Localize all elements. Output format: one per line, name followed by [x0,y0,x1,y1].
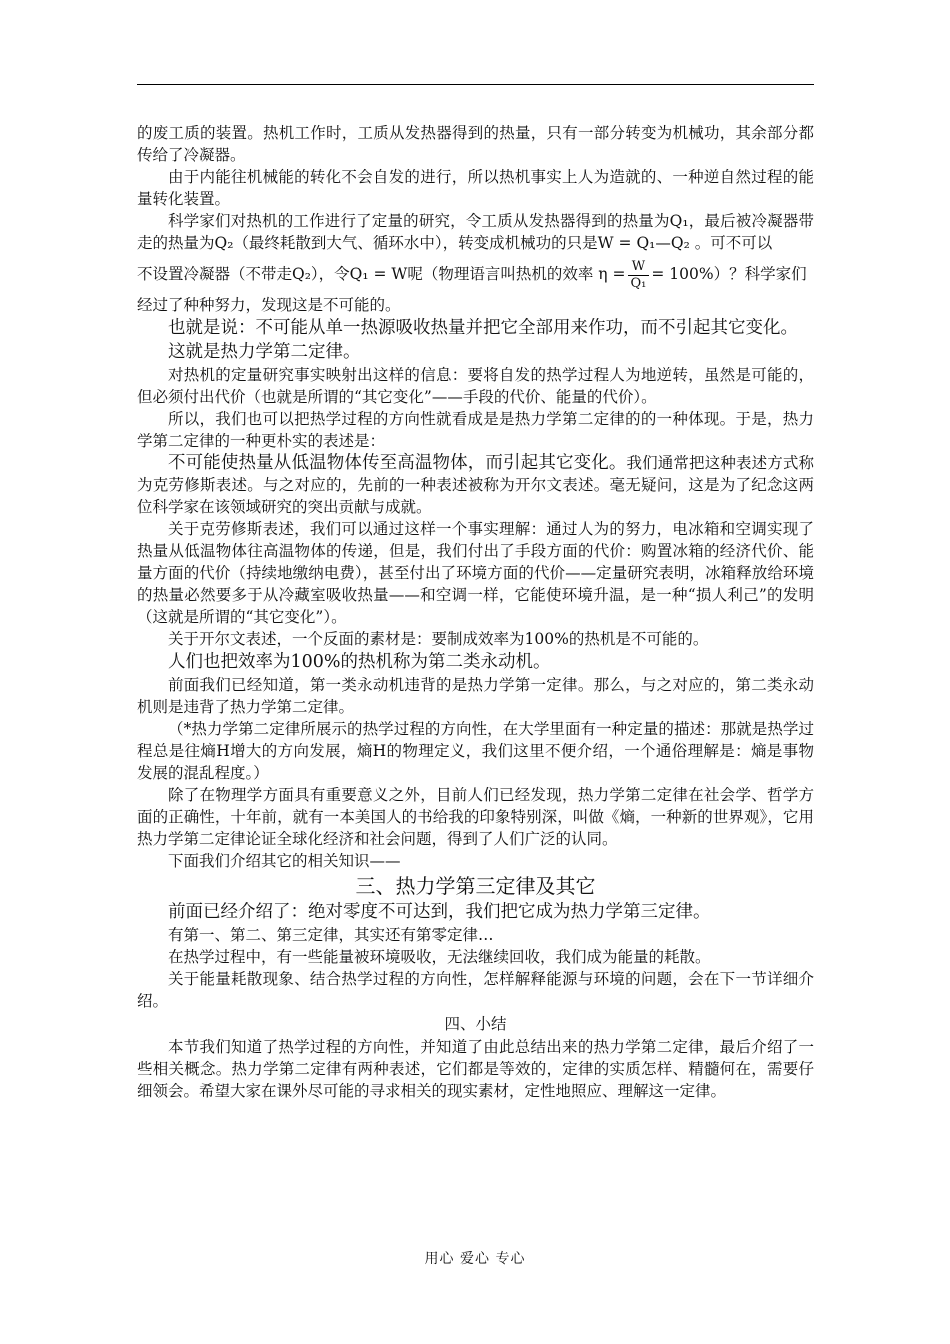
clausius-paragraph [137,452,814,518]
header-rule [137,84,814,85]
paragraph: 关于能量耗散现象、结合热学过程的方向性，怎样解释能源与环境的问题，会在下一节详细介绍。 [137,970,814,1010]
paragraph: 这就是热力学第二定律。 [168,342,361,362]
paragraph: 下面我们介绍其它的相关知识—— [168,852,401,870]
fraction-numerator: W [628,259,650,276]
paragraph: 关于克劳修斯表述，我们可以通过这样一个事实理解：通过人为的努力，电冰箱和空调实现了热量从低温物体往高温物体的传递，但是，我们付出了手段方面的代价：购置冰箱的经济代价、能量方面的代价（持续地缴纳电费），甚至付出了环境方面的代价——定量研究表明，冰箱释放给环境的热量必然要多于从冷藏室吸收热量——和空调一样，它能使环境升温，是一种“损人利己”的发明（这就是所谓的“其它变化”）。 [137,520,814,626]
clausius-statement: 不可能使热量从低温物体传至高温物体，而引起其它变化。 [168,453,627,473]
section-heading: 三、热力学第三定律及其它 [355,874,596,898]
paragraph: 由于内能往机械能的转化不会自发的进行，所以热机事实上人为造就的、一种逆自然过程的能量转化装置。 [137,168,814,208]
paragraph: 除了在物理学方面具有重要意义之外，目前人们已经发现，热力学第二定律在社会学、哲学方面的正确性，十年前，就有一本美国人的书给我的印象特别深，叫做《熵，一种新的世界观》，它用热力学第二定律论证全球化经济和社会问题，得到了人们广泛的认同。 [137,786,814,848]
paragraph: 所以，我们也可以把热学过程的方向性就看成是是热力学第二定律的的一种体现。于是，热力学第二定律的一种更朴实的表述是： [137,410,814,450]
page-footer: 用心 爱心 专心 [424,1251,526,1267]
paragraph: 有第一、第二、第三定律，其实还有第零定律… [168,926,494,944]
section-heading: 四、小结 [444,1015,507,1033]
paragraph: （*热力学第二定律所展示的热学过程的方向性，在大学里面有一种定量的描述：那就是热学过程总是往熵H增大的方向发展，熵H的物理定义，我们这里不便介绍，一个通俗理解是：熵是事物发展的混乱程度。） [137,720,814,782]
paragraph: 在热学过程中，有一些能量被环境吸收，无法继续回收，我们成为能量的耗散。 [168,948,711,966]
paragraph: 本节我们知道了热学过程的方向性，并知道了由此总结出来的热力学第二定律，最后介绍了一些相关概念。热力学第二定律有两种表述，它们都是等效的，定律的实质怎样、精髓何在，需要仔细领会。希望大家在课外尽可能的寻求相关的现实素材，定性地照应、理解这一定律。 [137,1038,814,1100]
paragraph: 关于开尔文表述，一个反面的素材是：要制成效率为100%的热机是不可能的。 [168,630,709,648]
paragraph: 前面已经介绍了：绝对零度不可达到，我们把它成为热力学第三定律。 [168,902,711,922]
paragraph: 前面我们已经知道，第一类永动机违背的是热力学第一定律。那么，与之对应的，第二类永动机则是违背了热力学第二定律。 [137,676,814,716]
efficiency-fraction [628,259,650,292]
paragraph: 科学家们对热机的工作进行了定量的研究，令工质从发热器得到的热量为Q₁，最后被冷凝器带走的热量为Q₂（最终耗散到大气、循环水中），转变成机械功的只是W = Q₁—Q₂ 。可不可以 [137,212,814,252]
second-law-statement: 也就是说：不可能从单一热源吸收热量并把它全部用来作功，而不引起其它变化。 [168,318,798,338]
paragraph: 经过了种种努力，发现这是不可能的。 [137,296,401,314]
paragraph: 的废工质的装置。热机工作时，工质从发热器得到的热量，只有一部分转变为机械功，其余部分都传给了冷凝器。 [137,124,814,164]
clausius-explanation: 我们通常把这种表述方式称为克劳修斯表述。与之对应的，先前的一种表述被称为开尔文表述。毫无疑问，这是为了纪念这两位科学家在该领域研究的突出贡献与成就。 [137,454,814,516]
formula-text-after: = 100%）？科学家们 [651,265,807,283]
document-body [137,122,814,1102]
efficiency-formula-line [137,254,814,294]
paragraph: 人们也把效率为100%的热机称为第二类永动机。 [168,652,551,672]
fraction-denominator: Q₁ [630,275,647,291]
formula-text-before: 不设置冷凝器（不带走Q₂），令Q₁ = W呢（物理语言叫热机的效率 η = [137,265,626,283]
paragraph: 对热机的定量研究事实映射出这样的信息：要将自发的热学过程人为地逆转，虽然是可能的，但必须付出代价（也就是所谓的“其它变化”——手段的代价、能量的代价）。 [137,366,814,406]
